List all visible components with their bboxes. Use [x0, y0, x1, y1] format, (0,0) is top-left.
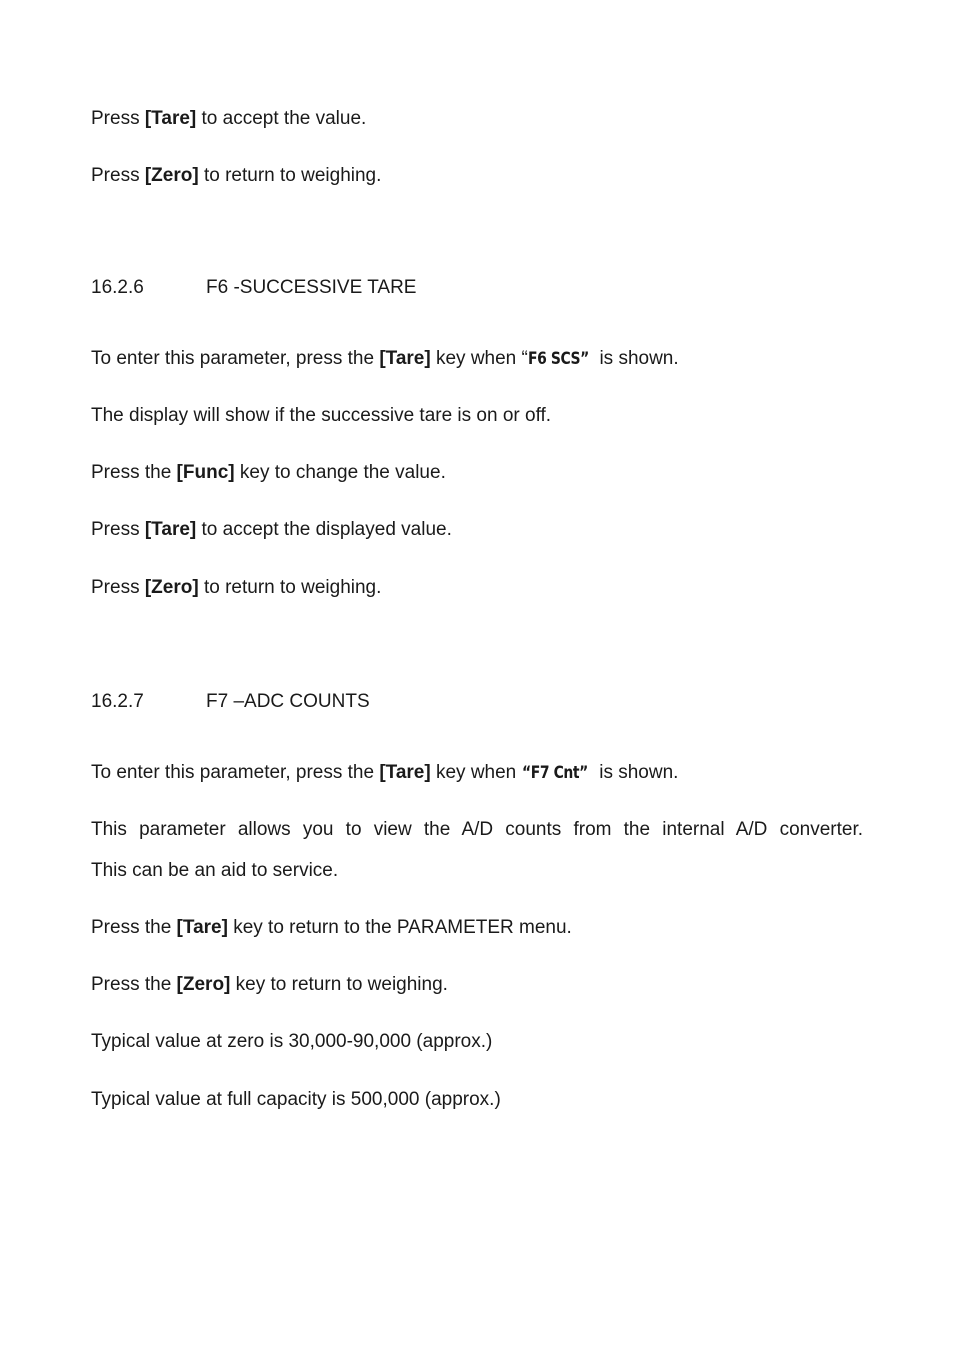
tare-key-label: [Tare] — [176, 917, 228, 938]
tare-key-label: [Tare] — [379, 348, 431, 369]
section-heading-16-2-7 — [91, 690, 370, 714]
instruction-return-parameter-menu: Press the [Tare] key to return to the PARAMETER menu. — [91, 917, 572, 938]
func-key-label: [Func] — [176, 462, 235, 483]
zero-key-label: [Zero] — [144, 577, 199, 598]
instruction-accept-value: Press [Tare] to accept the value. — [91, 108, 367, 129]
tare-key-label: [Tare] — [379, 762, 431, 783]
typical-value-full-capacity: Typical value at full capacity is 500,000 (approx.) — [91, 1089, 501, 1110]
instruction-enter-f6: To enter this parameter, press the [Tare] key when “F6 SCS” is shown. — [91, 348, 679, 369]
instruction-return-weighing: Press [Zero] to return to weighing. — [91, 577, 382, 598]
section-title: F6 -SUCCESSIVE TARE — [206, 277, 417, 298]
instruction-accept-displayed: Press [Tare] to accept the displayed value. — [91, 519, 452, 540]
instruction-change-value: Press the [Func] key to change the value. — [91, 462, 446, 483]
paragraph-service-aid: This can be an aid to service. — [91, 860, 339, 881]
instruction-return-weighing: Press the [Zero] key to return to weighing. — [91, 974, 448, 995]
paragraph-adc-description: This parameter allows you to view the A/D counts from the internal A/D converter. — [91, 819, 863, 840]
zero-key-label: [Zero] — [144, 165, 199, 186]
zero-key-label: [Zero] — [176, 974, 231, 995]
instruction-return-weighing: Press [Zero] to return to weighing. — [91, 165, 382, 186]
section-title: F7 –ADC COUNTS — [206, 691, 370, 712]
instruction-display-state: The display will show if the successive tare is on or off. — [91, 405, 552, 426]
section-number: 16.2.6 — [91, 277, 144, 298]
display-code-f7-cnt: “F7 Cnt” — [521, 763, 588, 783]
display-code-f6-scs: F6 SCS” — [527, 349, 589, 369]
typical-value-zero: Typical value at zero is 30,000-90,000 (approx.) — [91, 1031, 493, 1052]
tare-key-label: [Tare] — [144, 519, 197, 540]
section-number: 16.2.7 — [91, 691, 144, 712]
instruction-enter-f7: To enter this parameter, press the [Tare] key when “F7 Cnt” is shown. — [91, 762, 679, 783]
tare-key-label: [Tare] — [144, 108, 197, 129]
section-heading-16-2-6 — [91, 276, 416, 300]
